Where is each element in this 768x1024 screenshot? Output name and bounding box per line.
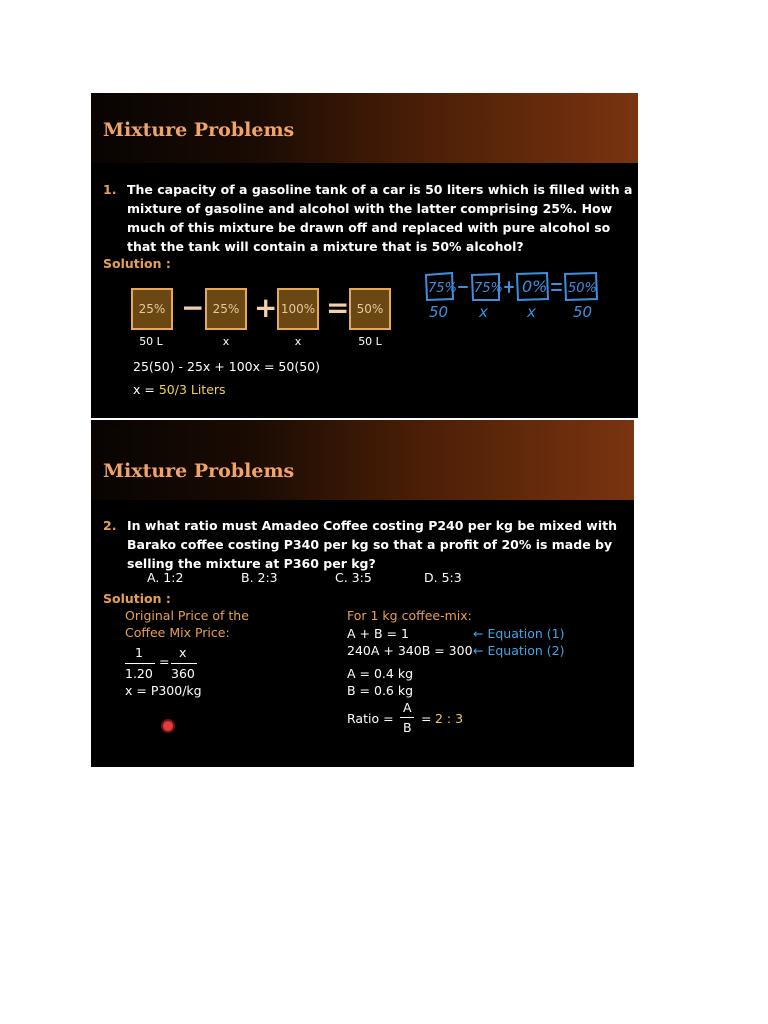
question-line-2: Barako coffee costing P340 per kg so that a profit of 20% is made by	[127, 537, 613, 552]
equation-2-note: ← Equation (2)	[473, 643, 565, 658]
ratio-denominator: B	[403, 720, 412, 735]
ratio-equals: =	[421, 711, 432, 726]
fraction-bar	[125, 663, 155, 664]
slide-header	[91, 93, 638, 163]
left-result: x = P300/kg	[125, 683, 202, 698]
answer-prefix: x =	[133, 382, 159, 397]
fraction-right-denominator: 360	[171, 666, 195, 681]
solution-label: Solution :	[103, 591, 171, 606]
question-line-2: mixture of gasoline and alcohol with the latter comprising 25%. How	[127, 201, 613, 216]
fraction-left-denominator: 1.20	[125, 666, 153, 681]
ratio-fraction-bar	[400, 717, 414, 718]
result-a: A = 0.4 kg	[347, 666, 413, 681]
choice-b: B. 2:3	[241, 570, 278, 585]
question-line-4: that the tank will contain a mixture that is 50% alcohol?	[127, 239, 524, 254]
question-line-1: The capacity of a gasoline tank of a car is 50 liters which is filled with a	[127, 182, 633, 197]
question-number: 1.	[103, 182, 117, 197]
handwritten-box-value: 0%	[522, 277, 548, 296]
slide-mixture-problem-2	[91, 420, 634, 767]
fraction-equals: =	[159, 654, 170, 669]
handwritten-under: 50	[573, 303, 593, 319]
box-quantity-label: x	[294, 335, 302, 348]
equation-2: 240A + 340B = 300	[347, 643, 473, 658]
handwritten-box-value: 50%	[568, 281, 597, 296]
handwritten-diagram	[421, 267, 611, 319]
equation-1: A + B = 1	[347, 626, 409, 641]
fraction-left-numerator: 1	[135, 645, 143, 660]
slide-mixture-problem-1	[91, 93, 638, 418]
handwritten-box-value: 75%	[428, 281, 457, 296]
question-number: 2.	[103, 518, 117, 533]
handwritten-under: x	[479, 303, 488, 319]
minus-operator: −	[181, 291, 205, 324]
left-heading-line-1: Original Price of the	[125, 608, 249, 623]
question-line-3: much of this mixture be drawn off and replaced with pure alcohol so	[127, 220, 611, 235]
slide-header	[91, 420, 634, 500]
concentration-box-added: 100%	[277, 288, 319, 330]
equation-1-note: ← Equation (1)	[473, 626, 565, 641]
slide-title: Mixture Problems	[103, 119, 295, 141]
record-indicator-icon[interactable]	[163, 721, 173, 731]
right-heading: For 1 kg coffee-mix:	[347, 608, 472, 623]
handwritten-under: 50	[429, 303, 449, 319]
concentration-box-initial: 25%	[131, 288, 173, 330]
plus-operator: +	[254, 291, 278, 324]
concentration-box-drawn: 25%	[205, 288, 247, 330]
box-quantity-label: x	[222, 335, 230, 348]
answer-value: 50/3 Liters	[158, 382, 226, 397]
question-line-3: selling the mixture at P360 per kg?	[127, 556, 376, 571]
fraction-bar	[171, 663, 197, 664]
solution-label: Solution :	[103, 256, 171, 271]
concentration-box-final: 50%	[349, 288, 391, 330]
ratio-label: Ratio =	[347, 711, 394, 726]
choice-a: A. 1:2	[147, 570, 184, 585]
slide-title: Mixture Problems	[103, 460, 295, 482]
equals-operator: =	[326, 291, 350, 324]
ratio-numerator: A	[403, 700, 412, 715]
fraction-right-numerator: x	[179, 645, 187, 660]
box-quantity-label: 50 L	[358, 335, 382, 348]
box-quantity-label: 50 L	[139, 335, 163, 348]
ratio-value: 2 : 3	[435, 711, 464, 726]
solution-equation: 25(50) - 25x + 100x = 50(50)	[133, 359, 320, 374]
choice-d: D. 5:3	[424, 570, 462, 585]
handwritten-under: x	[527, 303, 536, 319]
choice-c: C. 3:5	[335, 570, 372, 585]
solution-answer	[133, 382, 226, 397]
result-b: B = 0.6 kg	[347, 683, 414, 698]
handwritten-box-value: 75%	[474, 281, 503, 296]
left-heading-line-2: Coffee Mix Price:	[125, 625, 230, 640]
question-line-1: In what ratio must Amadeo Coffee costing P240 per kg be mixed with	[127, 518, 617, 533]
